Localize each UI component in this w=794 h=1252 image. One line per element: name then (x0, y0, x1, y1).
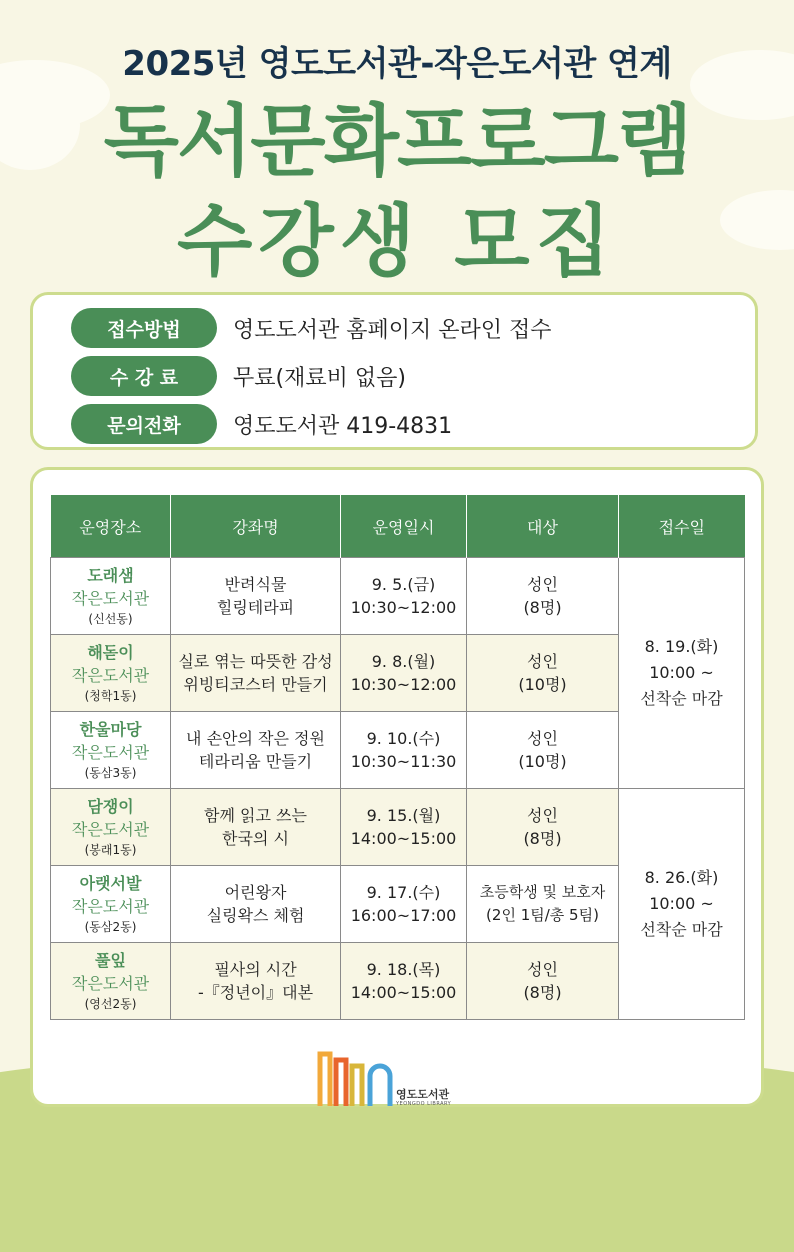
column-header: 강좌명 (171, 495, 341, 558)
table-row (51, 789, 745, 866)
target-group: 초등학생 및 보호자 (479, 883, 606, 901)
target-group: 성인 (527, 575, 558, 594)
deadline-cell (619, 789, 745, 1020)
course-title: 필사의 시간 (214, 960, 297, 979)
column-header: 대상 (467, 495, 619, 558)
table-row (51, 558, 745, 635)
course-subtitle: 테라리움 만들기 (198, 752, 313, 771)
info-label: 접수방법 (71, 308, 217, 348)
course-time: 10:30~12:00 (350, 675, 457, 694)
location-name: 담쟁이 (87, 797, 134, 816)
info-value: 영도도서관 419-4831 (233, 413, 453, 439)
course-cell (171, 712, 341, 789)
location-cell (51, 635, 171, 712)
library-logo-subtext: YEONGDO LIBRARY (396, 1101, 452, 1107)
target-group: 성인 (527, 729, 558, 748)
library-logo-name: 영도도서관 (396, 1088, 450, 1101)
course-cell (171, 866, 341, 943)
course-time: 10:30~11:30 (350, 752, 457, 771)
info-box (30, 292, 758, 450)
header-title-recruit: 수강생 모집 (177, 197, 617, 287)
header-subtitle: 2025년 영도도서관-작은도서관 연계 (122, 44, 672, 84)
header-title: 독서문화프로그램 (103, 97, 691, 187)
course-date: 9. 18.(목) (366, 960, 441, 979)
deadline-cell (619, 558, 745, 789)
datetime-cell (341, 943, 467, 1020)
target-capacity: (8명) (523, 829, 562, 848)
course-title: 함께 읽고 쓰는 (204, 806, 307, 825)
location-type: 작은도서관 (71, 666, 150, 685)
target-capacity: (8명) (523, 598, 562, 617)
course-subtitle: 실링왁스 체험 (206, 906, 305, 925)
target-cell (467, 866, 619, 943)
datetime-cell (341, 558, 467, 635)
course-subtitle: -『정년이』대본 (197, 983, 314, 1002)
course-subtitle: 위빙티코스터 만들기 (183, 675, 328, 694)
course-subtitle: 한국의 시 (222, 829, 289, 848)
info-row-method (71, 308, 552, 348)
course-cell (171, 635, 341, 712)
location-district: (청학1동) (84, 689, 137, 703)
library-logo-icon (316, 1046, 394, 1110)
location-district: (봉래1동) (84, 843, 137, 857)
course-time: 16:00~17:00 (350, 906, 457, 925)
course-title: 어린왕자 (224, 883, 287, 902)
location-district: (영선2동) (84, 997, 137, 1011)
location-cell (51, 558, 171, 635)
course-title: 내 손안의 작은 정원 (186, 729, 325, 748)
target-cell (467, 712, 619, 789)
info-row-fee (71, 356, 406, 396)
course-cell (171, 943, 341, 1020)
datetime-cell (341, 712, 467, 789)
target-group: 성인 (527, 652, 558, 671)
target-capacity: (8명) (523, 983, 562, 1002)
location-type: 작은도서관 (71, 589, 150, 608)
location-type: 작은도서관 (71, 743, 150, 762)
schedule-table (50, 495, 745, 1020)
target-group: 성인 (527, 806, 558, 825)
target-group: 성인 (527, 960, 558, 979)
course-title: 반려식물 (224, 575, 287, 594)
course-date: 9. 8.(월) (371, 652, 436, 671)
target-capacity: (2인 1팀/총 5팀) (486, 906, 599, 924)
course-time: 14:00~15:00 (350, 983, 457, 1002)
deadline-time: 10:00 ~ (649, 894, 714, 913)
datetime-cell (341, 866, 467, 943)
info-row-phone (71, 404, 452, 444)
deadline-time: 10:00 ~ (649, 663, 714, 682)
column-header: 접수일 (619, 495, 745, 558)
target-cell (467, 635, 619, 712)
column-header: 운영일시 (341, 495, 467, 558)
course-date: 9. 15.(월) (366, 806, 441, 825)
info-label: 문의전화 (71, 404, 217, 444)
deadline-note: 선착순 마감 (640, 689, 723, 708)
course-date: 9. 17.(수) (366, 883, 441, 902)
target-capacity: (10명) (518, 752, 567, 771)
course-title: 실로 엮는 따뜻한 감성 (178, 652, 333, 671)
library-logo (316, 1046, 506, 1116)
info-label: 수 강 료 (71, 356, 217, 396)
course-time: 10:30~12:00 (350, 598, 457, 617)
course-cell (171, 558, 341, 635)
deadline-note: 선착순 마감 (640, 920, 723, 939)
location-district: (신선동) (88, 612, 133, 626)
location-district: (동삼2동) (84, 920, 137, 934)
location-name: 해돋이 (87, 643, 134, 662)
table-header-row (51, 495, 745, 558)
deadline-date: 8. 26.(화) (644, 868, 719, 887)
location-name: 풀잎 (95, 951, 126, 970)
course-cell (171, 789, 341, 866)
location-name: 아랫서발 (79, 874, 142, 893)
info-value: 무료(재료비 없음) (233, 365, 406, 391)
course-subtitle: 힐링테라피 (216, 598, 295, 617)
location-cell (51, 789, 171, 866)
column-header: 운영장소 (51, 495, 171, 558)
target-cell (467, 789, 619, 866)
location-cell (51, 712, 171, 789)
target-cell (467, 943, 619, 1020)
location-name: 도래샘 (87, 566, 134, 585)
location-type: 작은도서관 (71, 820, 150, 839)
target-cell (467, 558, 619, 635)
course-time: 14:00~15:00 (350, 829, 457, 848)
target-capacity: (10명) (518, 675, 567, 694)
datetime-cell (341, 635, 467, 712)
datetime-cell (341, 789, 467, 866)
course-date: 9. 5.(금) (371, 575, 436, 594)
location-cell (51, 866, 171, 943)
location-district: (동삼3동) (84, 766, 137, 780)
location-type: 작은도서관 (71, 974, 150, 993)
deadline-date: 8. 19.(화) (644, 637, 719, 656)
location-type: 작은도서관 (71, 897, 150, 916)
course-date: 9. 10.(수) (366, 729, 441, 748)
info-value: 영도도서관 홈페이지 온라인 접수 (233, 317, 552, 343)
location-name: 한울마당 (79, 720, 142, 739)
location-cell (51, 943, 171, 1020)
